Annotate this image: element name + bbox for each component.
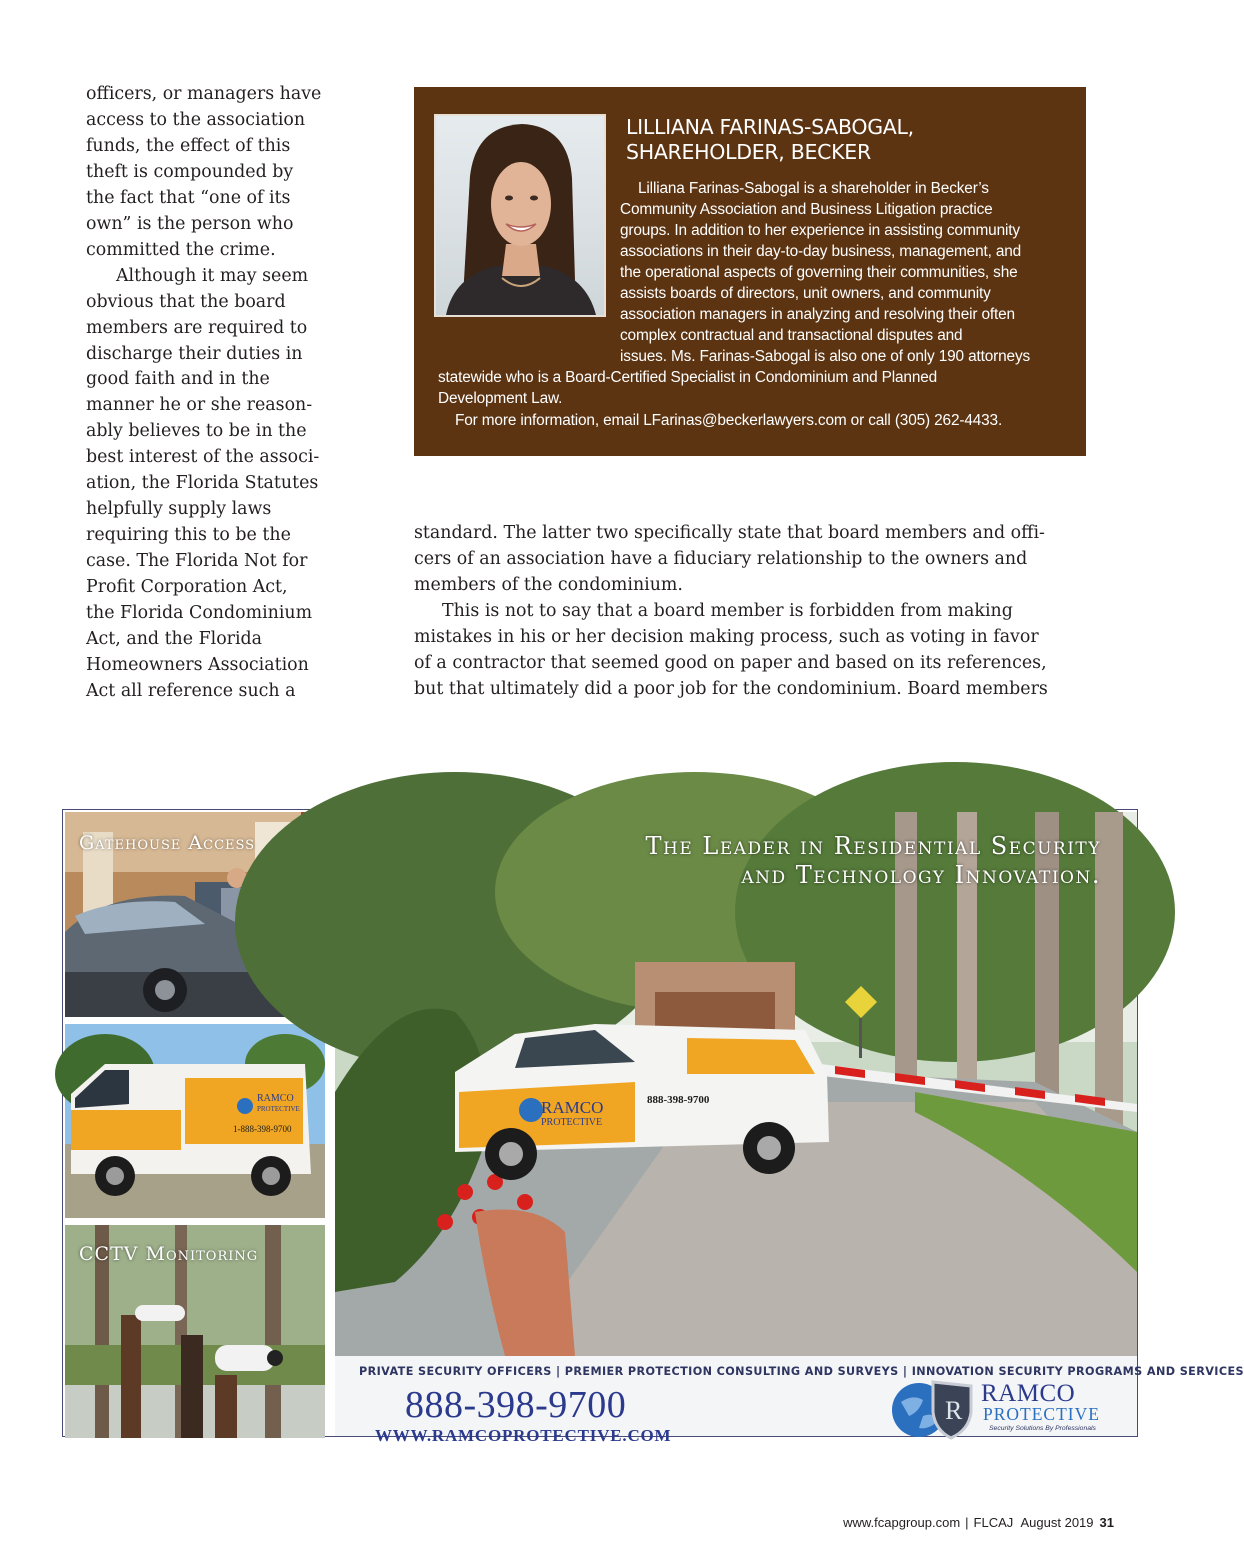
body-line: own” is the person who [86,213,294,234]
body-line: standard. The latter two specifically state that board members and offi- [414,523,1045,543]
ramco-logo [889,1376,1105,1436]
bio-line: issues. Ms. Farinas-Sabogal is also one of only 190 attorneys [620,348,1031,365]
article-left-column [86,82,336,705]
ramco-advertisement [62,809,1244,1445]
body-line: Act, and the Florida [86,629,263,650]
body-line: case. The Florida Not for [86,551,308,572]
ad-services-list: PRIVATE SECURITY OFFICERS | PREMIER PROTECTION CONSULTING AND SURVEYS | INNOVATION SECURITY PROGRAMS AND SERVICES [359,1365,1244,1378]
body-line: helpfully supply laws [86,499,272,520]
van-logo-text [257,1094,300,1114]
paragraph-start-line: This is not to say that a board member is forbidden from making [442,600,1013,621]
bio-line: association managers in analyzing and resolving their often [620,306,1015,323]
author-name-line: LILLIANA FARINAS-SABOGAL, [626,115,914,139]
body-line: funds, the effect of this [86,135,291,156]
ad-phone-number[interactable]: 888-398-9700 [405,1384,627,1426]
ad-headline-line: The Leader in Residential Security [645,832,1101,860]
body-line: manner he or she reason- [86,395,313,416]
bio-contact-line: For more information, email LFarinas@beckerlawyers.com or call (305) 262-4433. [455,412,1003,429]
logo-name: RAMCO [981,1380,1076,1407]
body-line: members of the condominium. [414,574,683,595]
car-phone: 888-398-9700 [647,1094,710,1106]
body-line: officers, or managers have [86,84,322,104]
ad-headline-line: and Technology Innovation. [741,861,1101,889]
body-line: Act all reference such a [86,680,296,701]
body-line: Homeowners Association [86,654,309,675]
body-line: ation, the Florida Statutes [86,473,319,494]
main-ad-photo [335,812,1137,1356]
bio-line: the operational aspects of governing their communities, she [620,264,1018,281]
bio-line: Community Association and Business Litigation practice [620,201,993,218]
body-line: good faith and in the [86,369,270,390]
footer-issue: August 2019 [1020,1515,1094,1530]
author-name [626,115,914,165]
van-phone: 1-888-398-9700 [233,1124,292,1134]
body-line: obvious that the board [86,291,286,312]
body-line: members are required to [86,317,308,338]
patrol-van-photo [65,1024,325,1218]
page-number: 31 [1099,1515,1114,1530]
body-line: ably believes to be in the [86,421,307,442]
camera-icon [215,1345,275,1371]
author-title-line: SHAREHOLDER, BECKER [626,140,871,164]
camera-icon [135,1305,185,1321]
article-right-column [414,521,1094,703]
footer-divider: | [965,1515,969,1530]
gatehouse-caption: Gatehouse Access [79,832,256,854]
ad-headline [646,832,1101,890]
bio-line: complex contractual and transactional disputes and [620,327,963,344]
car-brand-sub: PROTECTIVE [541,1117,603,1128]
page-footer [843,1515,1114,1530]
bio-line: Development Law. [438,390,563,407]
car-logo-text [541,1100,603,1130]
footer-site-link[interactable]: www.fcapgroup.com [843,1515,961,1530]
van-brand: RAMCO [257,1093,294,1104]
cctv-photo [65,1225,325,1438]
paragraph-start-line: Although it may seem [116,265,309,286]
body-line: requiring this to be the [86,525,291,546]
cctv-caption: CCTV Monitoring [79,1243,259,1265]
author-portrait [434,114,606,317]
logo-tagline: Security Solutions By Professionals [989,1425,1096,1432]
bio-line: groups. In addition to her experience in assisting community [620,222,1020,239]
bio-line: statewide who is a Board-Certified Specialist in Condominium and Planned [438,369,938,386]
body-line: the Florida Condominium [86,603,313,624]
svg-text:R: R [945,1396,963,1425]
body-line: Profit Corporation Act, [86,577,288,598]
body-line: best interest of the associ- [86,447,320,468]
body-line: committed the crime. [86,239,276,260]
logo-subtitle: PROTECTIVE [983,1404,1100,1424]
body-line: the fact that “one of its [86,187,291,208]
body-line: theft is compounded by [86,161,294,182]
globe-icon [519,1098,543,1122]
bio-line: assists boards of directors, unit owners, and community [620,285,991,302]
body-line: cers of an association have a fiduciary relationship to the owners and [414,548,1028,569]
footer-publication: FLCAJ [973,1515,1014,1530]
globe-icon [237,1098,253,1114]
van-brand-sub: PROTECTIVE [257,1105,300,1113]
body-line: but that ultimately did a poor job for the condominium. Board members [414,678,1048,699]
body-line: discharge their duties in [86,343,303,364]
bio-line: associations in their day-to-day business, management, and [620,243,1022,260]
body-line: access to the association [86,109,306,130]
bio-line: Lilliana Farinas-Sabogal is a shareholder in Becker’s [638,180,989,197]
body-line: of a contractor that seemed good on paper and based on its references, [414,652,1047,673]
car-brand: RAMCO [541,1098,604,1117]
author-bio-box [414,87,1086,456]
ad-website-link[interactable]: WWW.RAMCOPROTECTIVE.COM [375,1426,672,1445]
body-line: mistakes in his or her decision making process, such as voting in favor [414,626,1039,647]
